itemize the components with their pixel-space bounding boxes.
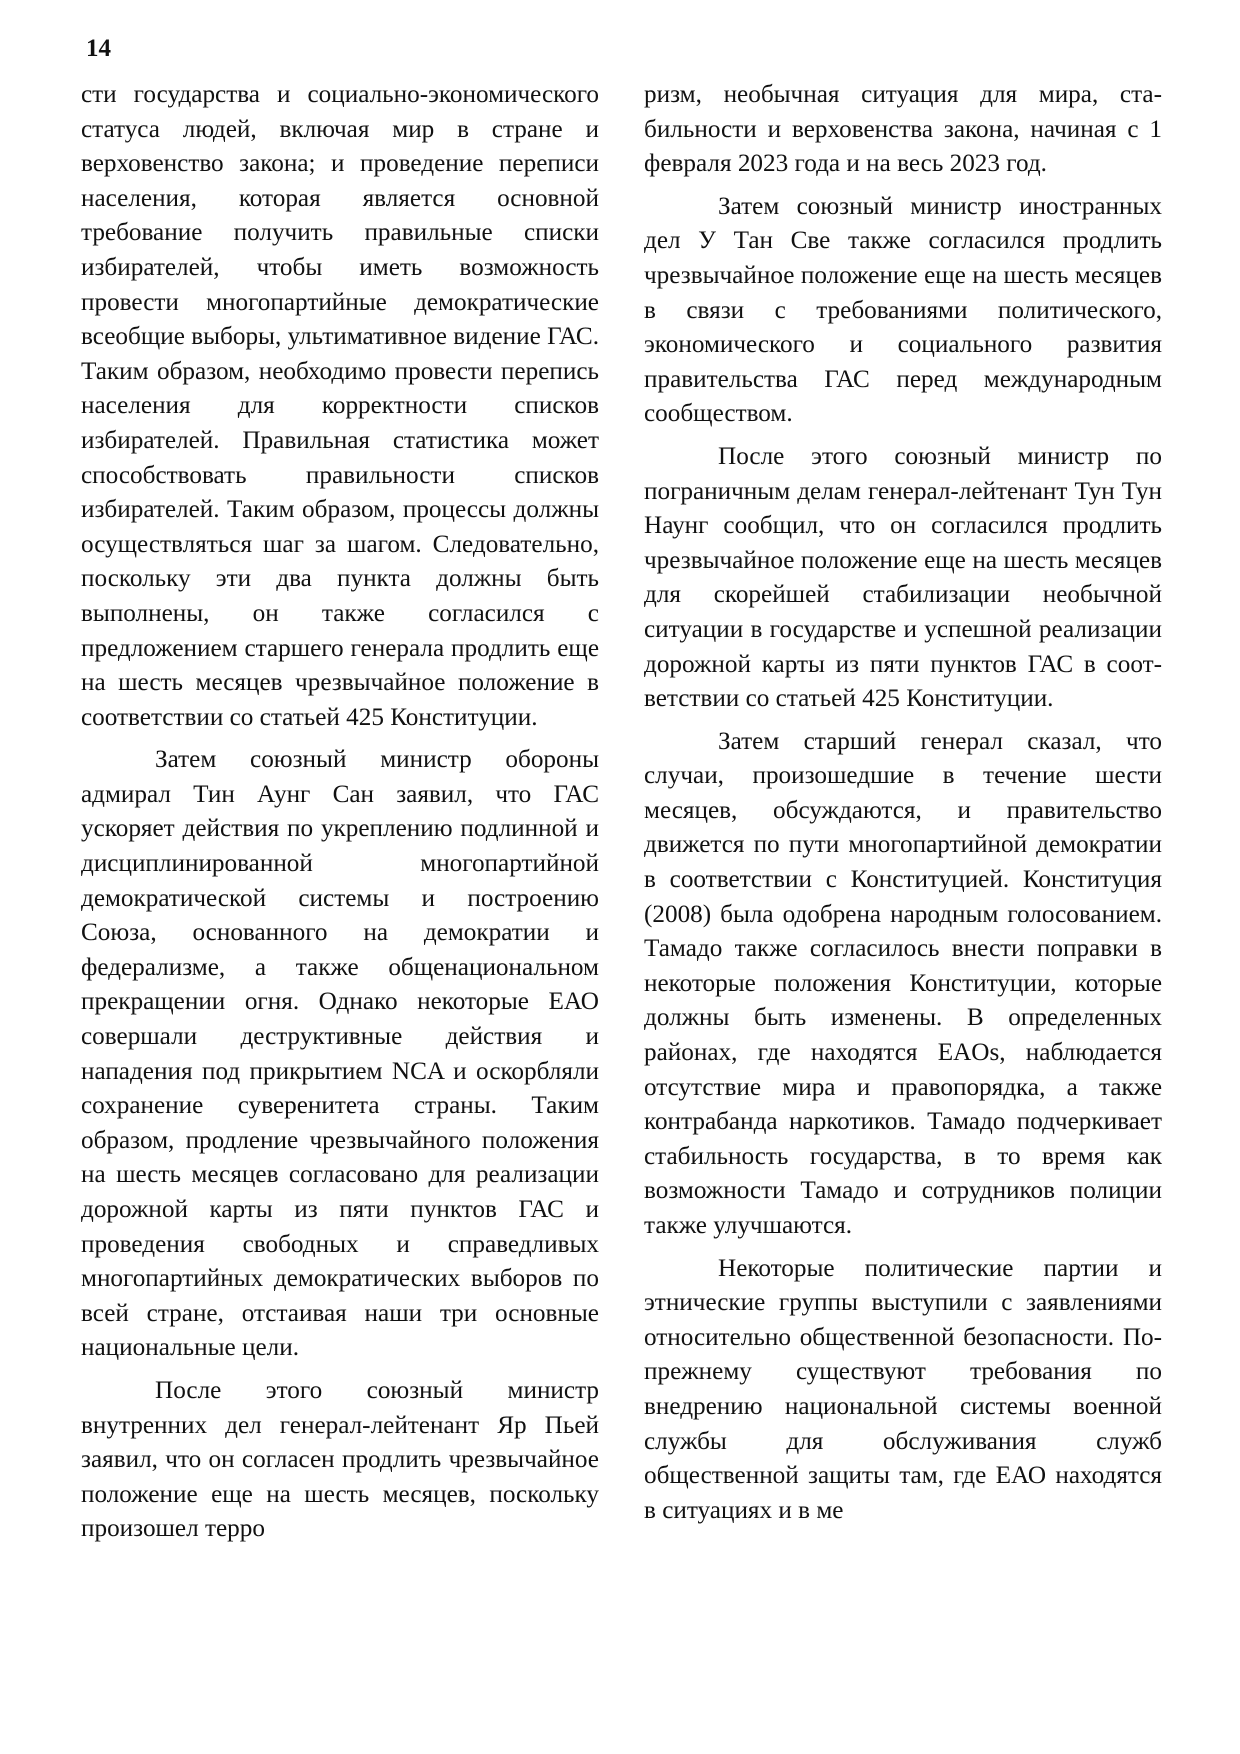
paragraph-left-3: После этого союзный министр внутренних дел генерал-лейтенант Яр Пьей заявил, что он согласен продлить чрезвычайное положение еще на шесть месяцев, поскольку произошел терро bbox=[81, 1376, 599, 1543]
paragraph-left-1: сти государства и социально-экономического статуса людей, включая мир в стране и верховенство закона; и проведение переписи населения, которая является основной требование получить правильные списки избирателей, чтобы иметь возможность провести многопартийные демократические всеобщие выборы, ультимативное видение ГАС. Таким образом, необходимо провести перепись населения для корректности списков избирателей. Правильная статистика может способствовать правильности списков избирателей. Таким образом, процессы должны осуществляться шаг за шагом. Следовательно, поскольку эти два пункта должны быть выполнены, он также согласился с предложением старшего генерала продлить еще на шесть месяцев чрезвычайное положение в соответствии со статьей 425 Конституции. bbox=[81, 81, 599, 731]
paragraph-right-4: Затем старший генерал сказал, что случаи, произошедшие в течение шести месяцев, обсуждаются, и правительство движется по пути многопартийной демократии в соответствии с Конституцией. Конституция (2008) была одобрена народным голосованием. Тамадо также согласилось внести поправки в некоторые положения Конституции, которые должны быть изменены. В определенных районах, где находятся EAOs, наблюдается отсутствие мира и правопорядка, а также контрабанда наркотиков. Тамадо подчеркивает стабильность государства, в то время как возможности Тамадо и сотрудников полиции также улучшаются. bbox=[644, 727, 1162, 1239]
left-column bbox=[81, 78, 599, 1547]
paragraph-right-5: Некоторые политические партии и этнические группы выступили с заявлениями относительно общественной безопасности. По-прежнему существуют требования по внедрению национальной системы военной службы для обслуживания служб общественной защиты там, где ЕАО находятся в ситуациях и в ме bbox=[644, 1254, 1162, 1524]
page-number: 14 bbox=[86, 35, 111, 62]
paragraph-right-3: После этого союзный министр по пограничным делам генерал-лейтенант Тун Тун Наунг сообщил, что он согласился продлить чрезвычайное положение еще на шесть месяцев для скорейшей стабилизации необычной ситуации в государстве и успешной реализации дорожной карты из пяти пунктов ГАС в соответствии со статьей 425 Конституции. bbox=[644, 442, 1162, 713]
paragraph-right-1: ризм, необычная ситуация для мира, стабильности и верховенства закона, начиная с 1 февраля 2023 года и на весь 2023 год. bbox=[644, 81, 1162, 178]
right-column bbox=[644, 78, 1162, 1528]
paragraph-left-2: Затем союзный министр обороны адмирал Тин Аунг Сан заявил, что ГАС ускоряет действия по укреплению подлинной и дисциплинированной многопартийной демократической системы и построению Союза, основанного на демократии и федерализме, а также общенациональном прекращении огня. Однако некоторые ЕАО совершали деструктивные действия и нападения под прикрытием NCA и оскорбляли сохранение суверенитета страны. Таким образом, продление чрезвычайного положения на шесть месяцев согласовано для реализации дорожной карты из пяти пунктов ГАС и проведения свободных и справедливых многопартийных демократических выборов по всей стране, отстаивая наши три основные национальные цели. bbox=[81, 746, 599, 1362]
paragraph-right-2: Затем союзный министр иностранных дел У Тан Све также согласился продлить чрезвычайное положение еще на шесть месяцев в связи с требованиями политического, экономического и социального развития правительства ГАС перед международным сообществом. bbox=[644, 192, 1162, 428]
